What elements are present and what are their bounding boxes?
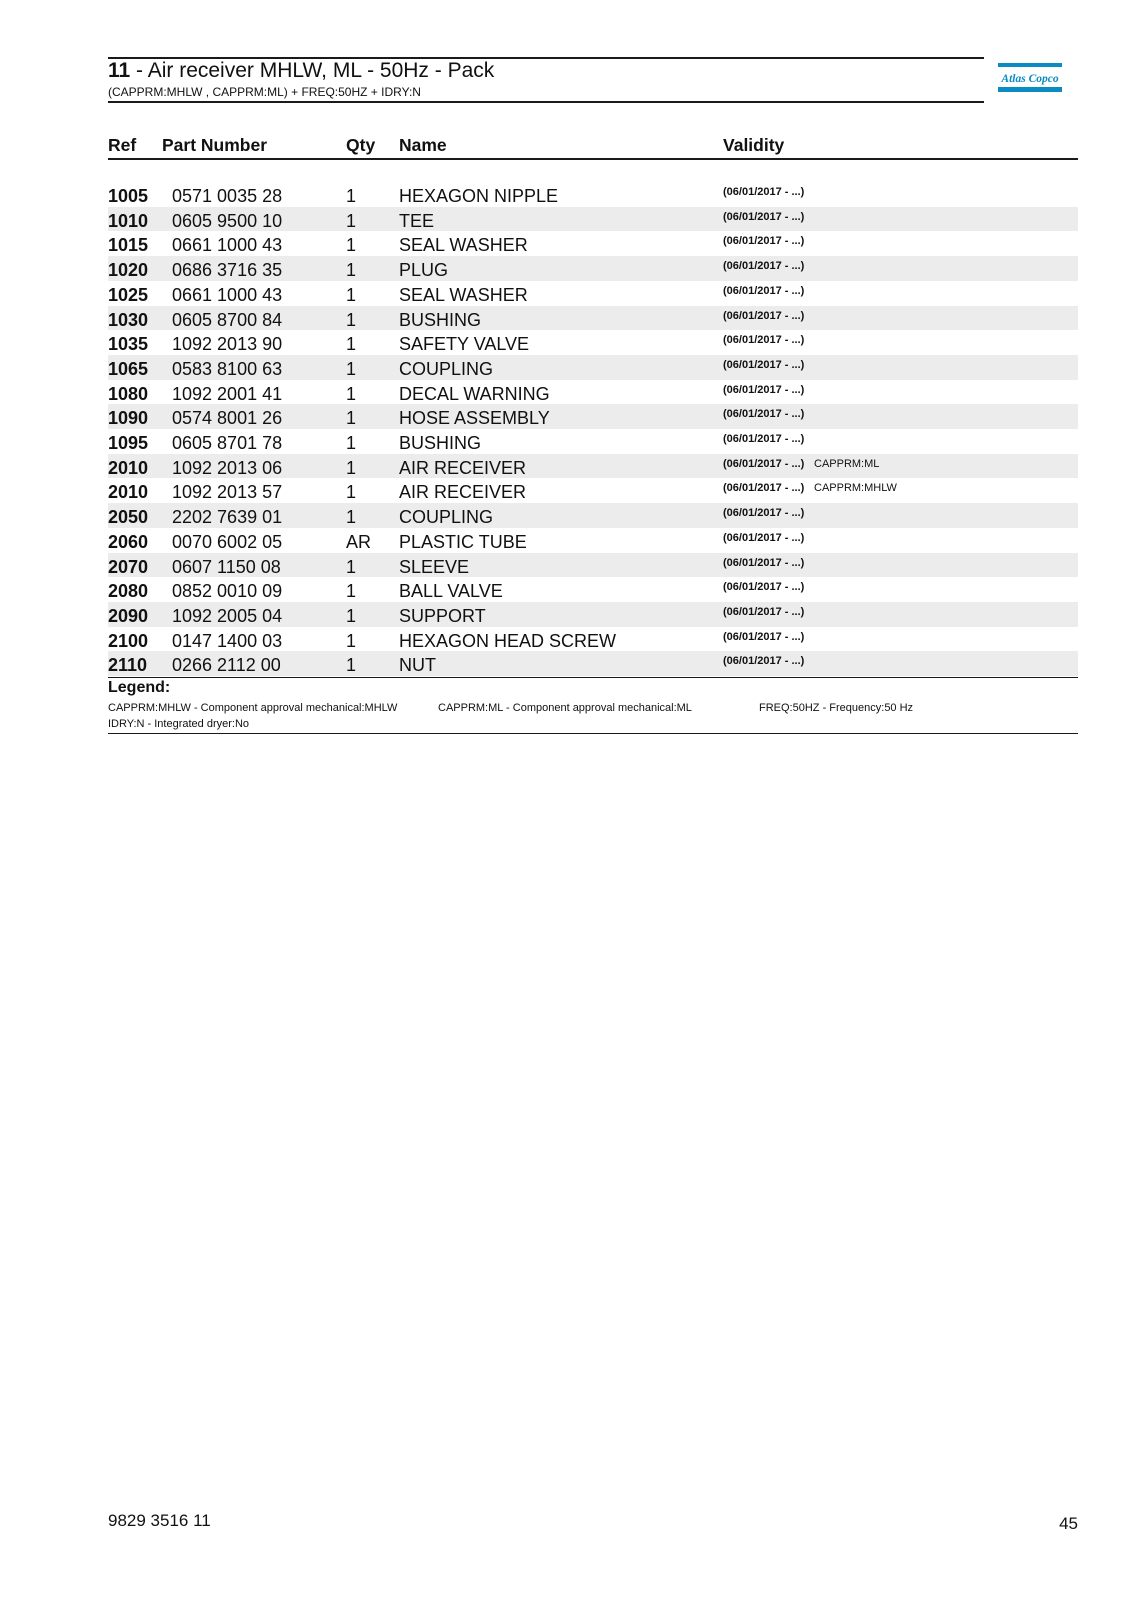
cell-part-number: 0574 8001 26 [172, 408, 283, 429]
cell-qty: 1 [346, 433, 357, 453]
cell-ref: 1005 [108, 186, 149, 206]
cell-qty: 1 [346, 186, 357, 206]
table-row [108, 380, 1078, 405]
cell-part-number: 2202 7639 01 [172, 507, 283, 528]
cell-part-number: 0266 2112 00 [172, 655, 281, 676]
legend-item: IDRY:N - Integrated dryer:No [108, 718, 250, 730]
cell-ref: 2050 [108, 507, 149, 528]
cell-name: SAFETY VALVE [399, 334, 530, 355]
col-header-name: Name [399, 135, 447, 155]
table-row [108, 207, 1078, 232]
cell-qty: 1 [346, 309, 357, 330]
cell-ref: 1030 [108, 309, 149, 330]
cell-part-number: 0605 8701 78 [172, 433, 283, 453]
cell-validity: (06/01/2017 - ...) [723, 507, 805, 520]
cell-ref: 2090 [108, 605, 149, 626]
table-row [108, 355, 1078, 380]
col-header-validity: Validity [723, 135, 785, 155]
cell-name: COUPLING [399, 507, 494, 528]
cell-ref: 1090 [108, 408, 149, 429]
cell-part-number: 0583 8100 63 [172, 358, 283, 379]
cell-part-number: 0147 1400 03 [172, 630, 283, 651]
cell-name: HOSE ASSEMBLY [399, 408, 550, 429]
table-row [108, 330, 1078, 355]
cell-validity: (06/01/2017 - ...) [723, 309, 805, 322]
table-row [108, 503, 1078, 528]
cell-name: COUPLING [399, 358, 494, 379]
cell-qty: 1 [346, 235, 357, 256]
cell-part-number: 0686 3716 35 [172, 260, 283, 281]
cell-ref: 1080 [108, 383, 149, 404]
table-row [108, 281, 1078, 306]
cell-part-number: 0571 0035 28 [172, 186, 283, 206]
legend-item: CAPPRM:MHLW - Component approval mechanical:MHLW [108, 702, 398, 714]
cell-qty: 1 [346, 482, 357, 503]
table-row [108, 231, 1078, 256]
cell-part-number: 0661 1000 43 [172, 235, 283, 256]
logo-text: Atlas Copco [1001, 73, 1059, 85]
page-title [108, 59, 494, 83]
cell-qty: 1 [346, 581, 357, 602]
cell-validity: (06/01/2017 - ...) [723, 433, 805, 445]
page-subtitle: (CAPPRM:MHLW , CAPPRM:ML) + FREQ:50HZ + IDRY:N [108, 85, 421, 99]
cell-validity: (06/01/2017 - ...) [723, 260, 805, 273]
legend-bottom-rule [108, 733, 1078, 734]
cell-validity: (06/01/2017 - ...) [723, 334, 805, 347]
col-header-part-number: Part Number [162, 135, 268, 155]
cell-qty: 1 [346, 334, 357, 355]
cell-condition: CAPPRM:ML [814, 457, 880, 470]
table-row [108, 478, 1078, 503]
table-bottom-rule [108, 677, 1078, 678]
cell-validity: (06/01/2017 - ...) [723, 235, 805, 248]
col-header-ref: Ref [108, 135, 137, 155]
cell-name: PLASTIC TUBE [399, 531, 527, 552]
table-row [108, 454, 1078, 479]
cell-qty: 1 [346, 655, 357, 676]
cell-name: SLEEVE [399, 556, 470, 577]
table-row [108, 577, 1078, 602]
legend-item: FREQ:50HZ - Frequency:50 Hz [759, 702, 914, 714]
cell-qty: 1 [346, 408, 357, 429]
cell-name: SEAL WASHER [399, 284, 528, 305]
cell-part-number: 1092 2013 06 [172, 457, 283, 478]
cell-name: AIR RECEIVER [399, 482, 527, 503]
cell-validity: (06/01/2017 - ...) [723, 482, 805, 495]
legend-title: Legend: [108, 679, 171, 696]
cell-name: TEE [399, 210, 435, 231]
cell-validity: (06/01/2017 - ...) [723, 383, 805, 396]
cell-ref: 2080 [108, 581, 149, 602]
cell-name: SUPPORT [399, 605, 486, 626]
table-row [108, 553, 1078, 578]
cell-part-number: 1092 2013 90 [172, 334, 283, 355]
cell-qty: AR [346, 531, 372, 552]
page-number: 45 [1059, 1514, 1078, 1533]
logo-top-band [998, 63, 1062, 67]
cell-validity: (06/01/2017 - ...) [723, 358, 805, 371]
cell-validity: (06/01/2017 - ...) [723, 457, 805, 470]
cell-part-number: 1092 2013 57 [172, 482, 283, 503]
cell-validity: (06/01/2017 - ...) [723, 284, 805, 297]
cell-part-number: 0661 1000 43 [172, 284, 283, 305]
logo-bottom-band [998, 87, 1062, 92]
cell-qty: 1 [346, 383, 357, 404]
cell-name: HEXAGON HEAD SCREW [399, 630, 617, 651]
table-row [108, 651, 1078, 676]
table-row [108, 602, 1078, 627]
section-title: - Air receiver MHLW, ML - 50Hz - Pack [130, 59, 495, 82]
cell-qty: 1 [346, 605, 357, 626]
cell-ref: 1065 [108, 358, 149, 379]
cell-validity: (06/01/2017 - ...) [723, 655, 805, 668]
cell-qty: 1 [346, 284, 357, 305]
col-header-qty: Qty [346, 135, 376, 155]
cell-qty: 1 [346, 457, 357, 478]
cell-qty: 1 [346, 260, 357, 281]
cell-validity: (06/01/2017 - ...) [723, 210, 805, 223]
cell-name: BUSHING [399, 433, 482, 453]
cell-qty: 1 [346, 556, 357, 577]
cell-ref: 1015 [108, 235, 149, 256]
cell-ref: 2010 [108, 482, 149, 503]
cell-name: BALL VALVE [399, 581, 503, 602]
cell-validity: (06/01/2017 - ...) [723, 531, 805, 544]
cell-ref: 2110 [108, 655, 148, 676]
cell-name: SEAL WASHER [399, 235, 528, 256]
cell-part-number: 0607 1150 08 [172, 556, 281, 577]
cell-ref: 2100 [108, 630, 149, 651]
cell-qty: 1 [346, 630, 357, 651]
cell-ref: 1025 [108, 284, 149, 305]
cell-name: DECAL WARNING [399, 383, 550, 404]
cell-ref: 1020 [108, 260, 149, 281]
cell-validity: (06/01/2017 - ...) [723, 630, 805, 643]
cell-ref: 2070 [108, 556, 149, 577]
atlas-copco-logo [998, 63, 1062, 94]
cell-part-number: 1092 2005 04 [172, 605, 283, 626]
cell-ref: 1095 [108, 433, 149, 453]
cell-ref: 2010 [108, 457, 149, 478]
table-row [108, 429, 1078, 454]
table-row [108, 627, 1078, 652]
cell-ref: 2060 [108, 531, 149, 552]
table-row [108, 306, 1078, 331]
table-row [108, 182, 1078, 207]
document-number: 9829 3516 11 [108, 1511, 211, 1530]
header-bottom-rule [108, 101, 984, 103]
cell-validity: (06/01/2017 - ...) [723, 605, 805, 618]
table-header-rule [108, 158, 1078, 160]
cell-condition: CAPPRM:MHLW [814, 482, 897, 495]
table-row [108, 528, 1078, 553]
cell-name: BUSHING [399, 309, 482, 330]
cell-part-number: 0605 9500 10 [172, 210, 283, 231]
cell-ref: 1010 [108, 210, 149, 231]
cell-part-number: 1092 2001 41 [172, 383, 283, 404]
cell-part-number: 0605 8700 84 [172, 309, 283, 330]
cell-qty: 1 [346, 358, 357, 379]
cell-validity: (06/01/2017 - ...) [723, 581, 805, 594]
cell-validity: (06/01/2017 - ...) [723, 556, 805, 569]
cell-name: HEXAGON NIPPLE [399, 186, 559, 206]
cell-qty: 1 [346, 210, 357, 231]
cell-name: PLUG [399, 260, 449, 281]
cell-validity: (06/01/2017 - ...) [723, 186, 805, 198]
table-row [108, 256, 1078, 281]
section-number: 11 [108, 59, 131, 82]
cell-qty: 1 [346, 507, 357, 528]
cell-part-number: 0070 6002 05 [172, 531, 283, 552]
cell-validity: (06/01/2017 - ...) [723, 408, 805, 421]
cell-ref: 1035 [108, 334, 149, 355]
table-row [108, 404, 1078, 429]
cell-part-number: 0852 0010 09 [172, 581, 283, 602]
cell-name: AIR RECEIVER [399, 457, 527, 478]
legend-item: CAPPRM:ML - Component approval mechanical:ML [438, 702, 692, 714]
cell-name: NUT [399, 655, 436, 676]
